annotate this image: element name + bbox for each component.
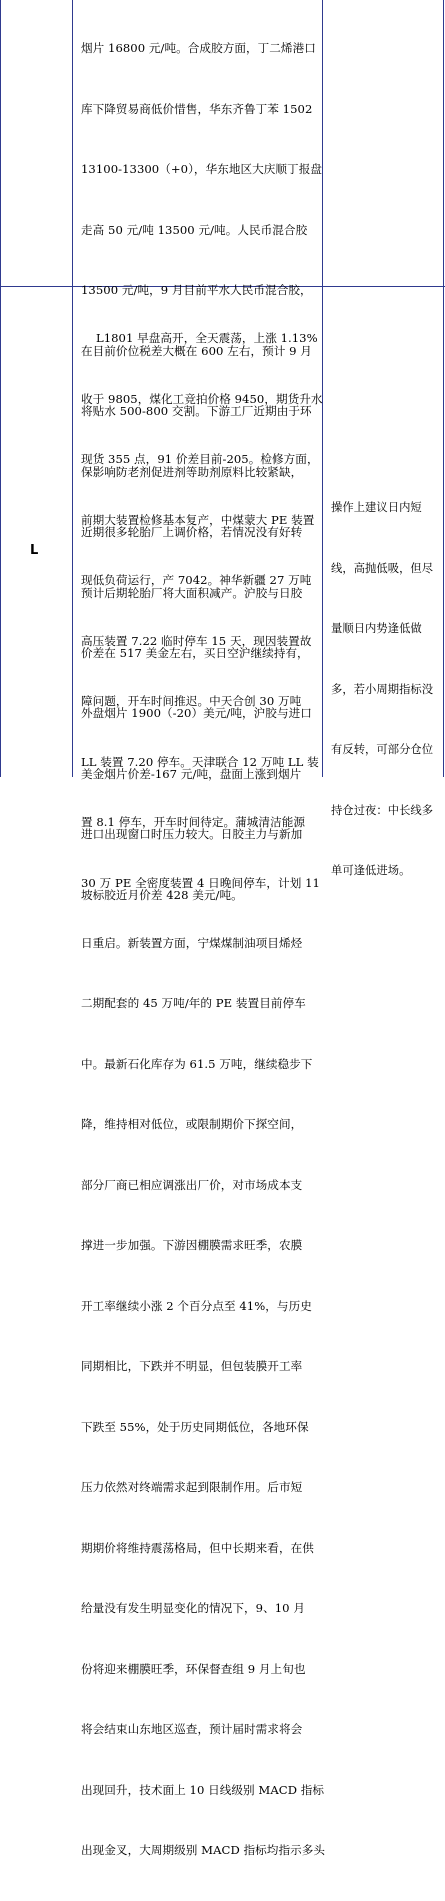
text-line: 开工率继续小涨 2 个百分点至 41%，与历史	[81, 1298, 312, 1313]
row2-trading-advice	[331, 458, 433, 922]
text-line: 下跌至 55%，处于历史同期低位，各地环保	[81, 1419, 309, 1434]
text-line: 日重启。新装置方面，宁煤煤制油项目烯烃	[81, 936, 303, 950]
text-line: 撑进一步加强。下游因棚膜需求旺季，农膜	[81, 1238, 303, 1253]
text-line: 障问题，开车时间推迟。中天合创 30 万吨	[81, 694, 302, 709]
text-line: L1801 早盘高开，全天震荡，上涨 1.13%	[81, 331, 318, 346]
text-line: 走高 50 元/吨 13500 元/吨。人民币混合胶	[81, 222, 308, 237]
text-line: 将会结束山东地区巡查，预计届时需求将会	[81, 1722, 303, 1737]
text-line: 高压装置 7.22 临时停车 15 天，现因装置故	[81, 633, 312, 648]
text-line: 现低负荷运行，产 7042。神华新疆 27 万吨	[81, 573, 312, 588]
text-line: 美金烟片价差-167 元/吨，盘面上涨到烟片	[81, 766, 302, 781]
table-border-left	[0, 0, 1, 777]
text-line: 压力依然对终端需求起到限制作用。后市短	[81, 1480, 303, 1495]
text-line: 出现金叉，大周期级别 MACD 指标均指示多头	[81, 1843, 326, 1858]
text-line: 中。最新石化库存为 61.5 万吨，继续稳步下	[81, 1056, 313, 1071]
text-line: 进口出现窗口时压力较大。日胶主力与新加	[81, 827, 303, 842]
text-line: 同期相比，下跌并不明显，但包装膜开工率	[81, 1359, 303, 1374]
text-line: 在目前价位税差大概在 600 左右，预计 9 月	[81, 343, 312, 358]
text-line: 现货 355 点，91 价差目前-205。检修方面，	[81, 452, 319, 467]
text-line: 将贴水 500-800 交割。下游工厂近期由于环	[81, 404, 312, 419]
table-border-right	[443, 0, 444, 777]
text-line: 给量没有发生明显变化的情况下，9、10 月	[81, 1601, 305, 1616]
text-line: 操作上建议日内短	[331, 501, 422, 515]
text-line: 线，高抛低吸，但尽	[331, 561, 434, 575]
text-line: 部分厂商已相应调涨出厂价，对市场成本支	[81, 1177, 303, 1192]
text-line: 前期大装置检修基本复产，中煤蒙大 PE 装置	[81, 512, 315, 527]
text-line: 降，维持相对低位，或限制期价下探空间，	[81, 1117, 303, 1132]
text-line: 13500 元/吨，9 月目前平水人民币混合胶，	[81, 283, 312, 298]
text-line: 持仓过夜：中长线多	[331, 803, 434, 817]
row2-commentary	[81, 288, 325, 1901]
text-line: 份将迎来棚膜旺季，环保督查组 9 月上旬也	[81, 1661, 306, 1676]
text-line: 价差在 517 美金左右，买日空沪继续持有，	[81, 646, 309, 660]
text-line: 13100-13300（+0），华东地区大庆顺丁报盘	[81, 162, 322, 177]
text-line: 坡标胶近月价差 428 美元/吨。	[81, 887, 243, 902]
text-line: 单可逢低进场。	[331, 864, 411, 878]
text-line: 量顺日内势逢低做	[331, 622, 422, 636]
text-line: 保影响防老剂促进剂等助剂原料比较紧缺，	[81, 464, 303, 479]
text-line: LL 装置 7.20 停车。天津联合 12 万吨 LL 装	[81, 754, 319, 769]
text-line: 置 8.1 停车，开车时间待定。蒲城清洁能源	[81, 815, 306, 830]
text-line: 有反转，可部分仓位	[331, 743, 434, 757]
text-line: 二期配套的 45 万吨/年的 PE 装置目前停车	[81, 996, 306, 1011]
row-label-commodity: L	[30, 543, 39, 558]
text-line: 30 万 PE 全密度装置 4 日晚间停车，计划 11	[81, 875, 320, 890]
text-line: 收于 9805，煤化工竞拍价格 9450，期货升水	[81, 391, 323, 406]
text-line: 预计后期轮胎厂将大面积减产。沪胶与日胶	[81, 585, 303, 600]
text-line: 外盘烟片 1900（-20）美元/吨，沪胶与进口	[81, 706, 312, 721]
text-line: 出现回升，技术面上 10 日线级别 MACD 指标	[81, 1782, 325, 1797]
text-line: 近期很多轮胎厂上调价格，若情况没有好转	[81, 525, 303, 540]
text-line: 期期价将维持震荡格局，但中长期来看，在供	[81, 1540, 314, 1555]
table-border-col1	[72, 0, 73, 777]
text-line: 库下降贸易商低价惜售，华东齐鲁丁苯 1502	[81, 101, 313, 116]
text-line: 多，若小周期指标没	[331, 682, 434, 696]
text-line: 烟片 16800 元/吨。合成胶方面，丁二烯港口	[81, 41, 316, 56]
